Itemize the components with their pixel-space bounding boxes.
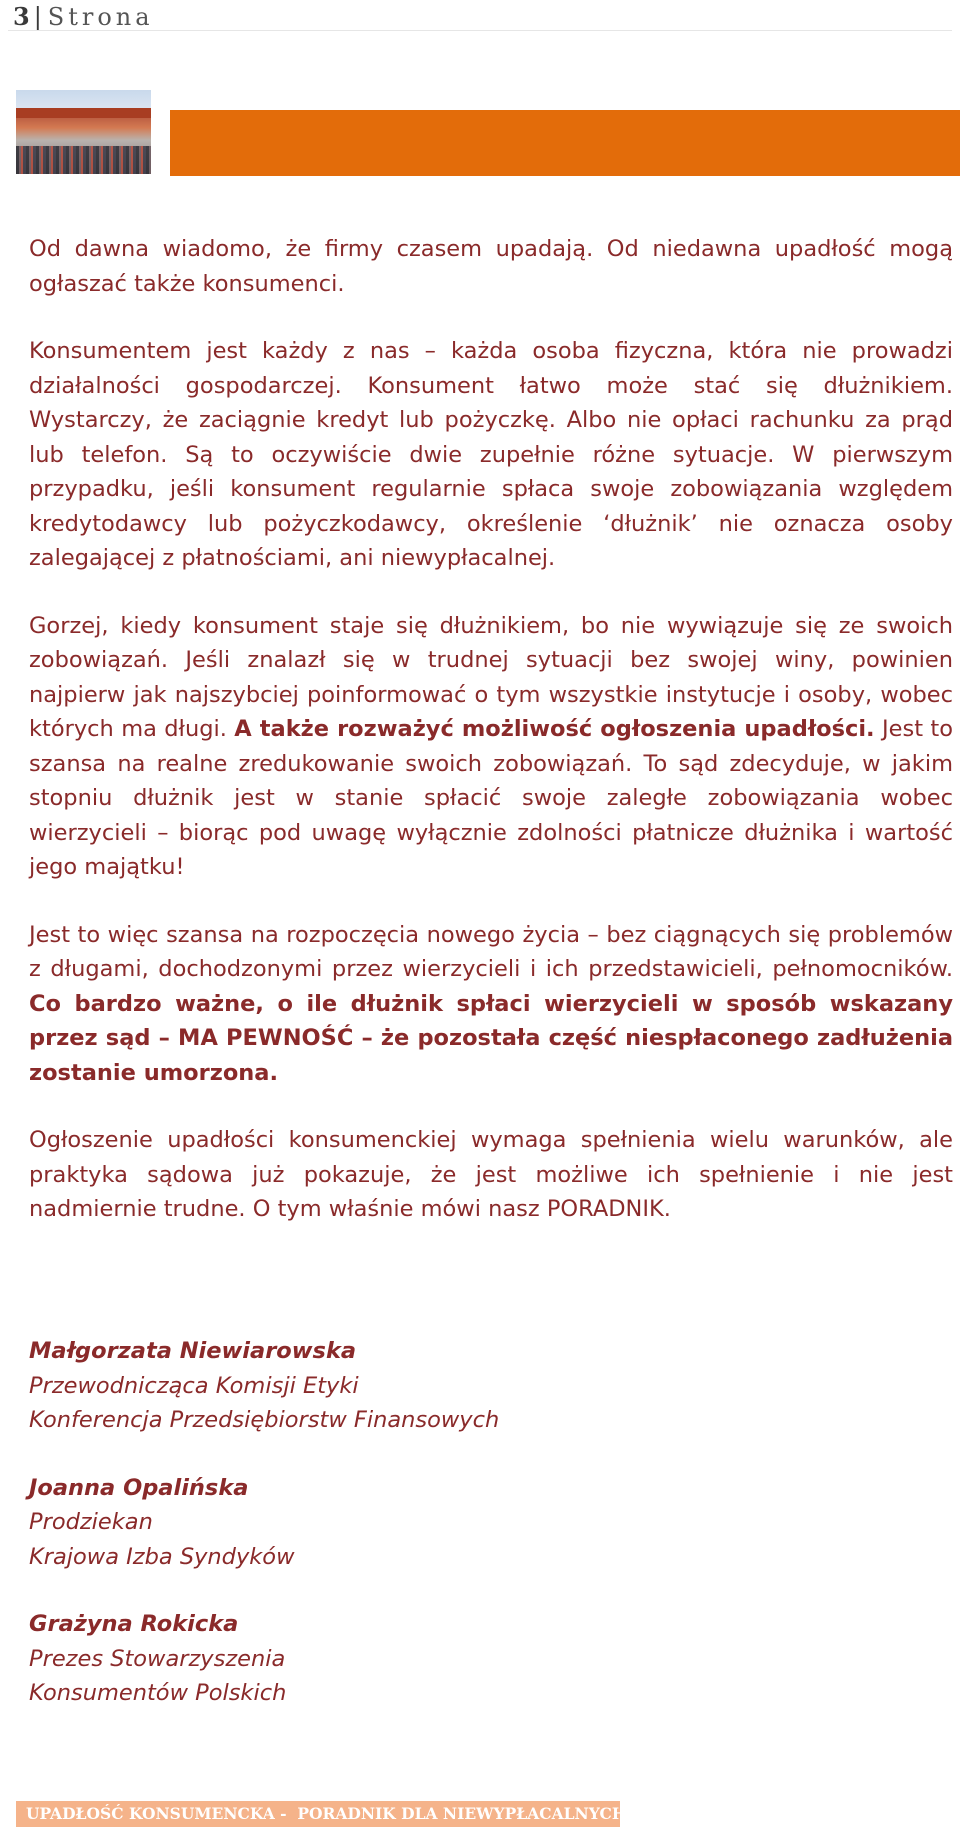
signature-name: Małgorzata Niewiarowska (29, 1338, 357, 1364)
paragraph-3-text-b: Jest to szansa na realne zredukowanie swoich zobowiązań. To sąd zdecyduje, w jakim stopniu dłużnik jest w stanie spłacić swoje zaległe zobowiązania wobec wierzycieli – biorąc pod uwagę wyłącznie zdolności płatnicze dłużnika i wartość jego majątku! (29, 716, 953, 880)
paragraph-3-emphasis: A także rozważyć możliwość ogłoszenia upadłości. (234, 716, 875, 742)
paragraph-4 (29, 918, 953, 1091)
article-body (29, 232, 953, 1260)
signatures (29, 1334, 499, 1744)
photo-crowd (16, 146, 151, 174)
footer-banner: UPADŁOŚĆ KONSUMENCKA - PORADNIK DLA NIEWYPŁACALNYCH (16, 1801, 620, 1827)
signature-title: Prezes Stowarzyszenia (29, 1645, 286, 1672)
signature-organization: Krajowa Izba Syndyków (29, 1543, 295, 1570)
signature-organization: Konsumentów Polskich (29, 1680, 287, 1706)
paragraph-4-text: Jest to więc szansa na rozpoczęcia nowego życia – bez ciągnących się problemów z długami, dochodzonymi przez wierzycieli i ich przedstawicieli, pełnomocników. (29, 921, 953, 982)
paragraph-5: Ogłoszenie upadłości konsumenckiej wymaga spełnienia wielu warunków, ale praktyka sądowa już pokazuje, że jest możliwe ich spełnienie i nie jest nadmiernie trudne. O tym właśnie mówi nasz PORADNIK. (29, 1127, 953, 1222)
header-photo (16, 90, 151, 174)
paragraph-3 (29, 609, 953, 885)
signature-name: Grażyna Rokicka (29, 1611, 239, 1637)
paragraph-2: Konsumentem jest każdy z nas – każda osoba fizyczna, która nie prowadzi działalności gospodarczej. Konsument łatwo może stać się dłużnikiem. Wystarczy, że zaciągnie kredyt lub pożyczkę. Albo nie opłaci rachunku za prąd lub telefon. Są to oczywiście dwie zupełnie różne sytuacje. W pierwszym przypadku, jeśli konsument regularnie spłaca swoje zobowiązania względem kredytodawcy lub pożyczkodawcy, określenie ‘dłużnik’ nie oznacza osoby zalegającej z płatnościami, ani niewypłacalnej. (29, 338, 953, 571)
orange-title-band (170, 110, 960, 176)
signature-organization: Konferencja Przedsiębiorstw Finansowych (29, 1407, 500, 1433)
signature-title: Przewodnicząca Komisji Etyki (29, 1372, 359, 1399)
paragraph-4-emphasis: Co bardzo ważne, o ile dłużnik spłaci wierzycieli w sposób wskazany przez sąd – MA PEWNOŚĆ – że pozostała część niespłaconego zadłużenia zostanie umorzona. (29, 990, 953, 1086)
signature-2 (29, 1471, 499, 1575)
page-number: 3 (13, 2, 30, 31)
paragraph-1: Od dawna wiadomo, że firmy czasem upadają. Od niedawna upadłość mogą ogłaszać także konsumenci. (29, 236, 953, 297)
photo-roof (16, 108, 151, 118)
signature-title: Prodziekan (29, 1509, 153, 1535)
header-separator: | (33, 3, 42, 31)
signature-name: Joanna Opalińska (29, 1474, 249, 1501)
paragraph-3-text-a: Gorzej, kiedy konsument staje się dłużnikiem, bo nie wywiązuje się ze swoich zobowiązań. Jeśli znalazł się w trudnej sytuacji bez swojej winy, powinien najpierw jak najszybciej poinformować o tym wszystkie instytucje i osoby, wobec których ma długi. (29, 612, 953, 742)
signature-1 (29, 1334, 499, 1438)
header-divider (8, 30, 952, 31)
page-label: Strona (47, 3, 154, 31)
signature-3 (29, 1607, 499, 1711)
page-header (13, 2, 154, 31)
